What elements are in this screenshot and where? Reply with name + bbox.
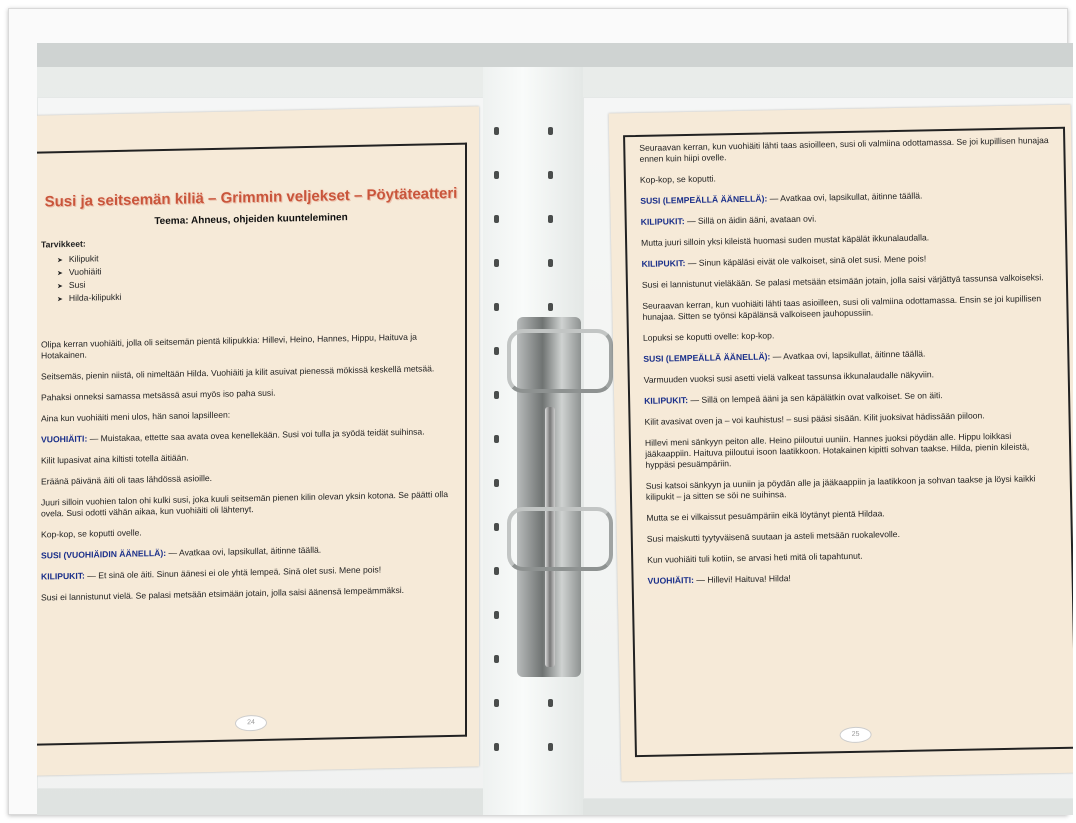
paragraph-text: — Sillä on äidin ääni, avataan ovi. — [684, 213, 817, 227]
left-page — [37, 106, 479, 775]
story-paragraph — [639, 135, 1051, 165]
paragraph-text: — Avatkaa ovi, lapsikullat, äitinne täällä. — [767, 190, 923, 204]
story-paragraph — [41, 363, 449, 383]
story-paragraph — [643, 325, 1055, 344]
hole-punch-strip — [491, 127, 503, 787]
story-paragraph — [644, 388, 1056, 407]
story-paragraph — [646, 505, 1058, 524]
story-theme: Teema: Ahneus, ohjeiden kuunteleminen — [154, 212, 348, 228]
story-paragraph — [41, 405, 449, 425]
story-paragraph — [41, 447, 449, 467]
paragraph-text: Kop-kop, se koputti ovelle. — [41, 527, 142, 540]
paragraph-text: Varmuuden vuoksi susi asetti vielä valkeat tassunsa ikkunalaudalle näkyviin. — [643, 369, 935, 385]
paragraph-text: — Avatkaa ovi, lapsikullat, äitinne täällä. — [166, 544, 322, 558]
paragraph-text: Susi ei lannistunut vielä. Se palasi metsään etsimään jotain, jolla saisi äänensä lempeämmäksi. — [41, 584, 405, 603]
list-item: ➤ Vuohiäiti — [57, 259, 449, 279]
speaker-label: KILIPUKIT: — [41, 570, 85, 582]
paragraph-text: Kilit lupasivat aina kiltisti totella äitiään. — [41, 452, 189, 466]
paragraph-text: Kilit avasivat oven ja – voi kauhistus! – susi pääsi sisään. Kilit juoksivat hädissään piiloon. — [644, 410, 985, 427]
page-number: 24 — [235, 715, 267, 732]
speaker-label: SUSI (VUOHIÄIDIN ÄÄNELLÄ): — [41, 547, 167, 561]
left-paragraphs — [41, 331, 449, 604]
story-paragraph — [647, 547, 1059, 566]
paragraph-text: Kop-kop, se koputti. — [639, 173, 716, 185]
story-paragraph — [41, 489, 449, 520]
paragraph-text: Susi maiskutti tyytyväisenä suutaan ja asteli metsään ruokalevolle. — [646, 528, 901, 544]
paragraph-text: Seuraavan kerran, kun vuohiäiti lähti taas asioilleen, susi oli valmiina odottamassa. Se joi kupillisen hunajaa ennen kuin hiipi ovelle. — [639, 135, 1049, 164]
paragraph-text: Mutta se ei vilkaissut pesuämpäriin eikä löytänyt pientä Hildaa. — [646, 508, 885, 523]
story-paragraph — [641, 251, 1053, 270]
paragraph-text: Eräänä päivänä äiti oli taas lähdössä asioille. — [41, 472, 213, 487]
story-paragraph — [644, 367, 1056, 386]
story-paragraph — [642, 293, 1054, 323]
speaker-label: SUSI (LEMPEÄLLÄ ÄÄNELLÄ): — [640, 193, 768, 206]
paragraph-text: Seitsemäs, pienin niistä, oli nimeltään Hilda. Vuohiäiti ja kilit asuivat pienessä mökissä keskellä metsää. — [41, 363, 435, 382]
paragraph-text: Aina kun vuohiäiti meni ulos, hän sanoi lapsilleen: — [41, 409, 231, 424]
story-paragraph — [646, 473, 1058, 503]
story-title: Susi ja seitsemän kiliä – Grimmin veljekset – Pöytäteatteri — [44, 184, 458, 211]
paragraph-text: Kun vuohiäiti tuli kotiin, se arvasi heti mitä oli tapahtunut. — [647, 550, 863, 565]
list-item: ➤ Hilda-kilipukki — [57, 285, 449, 305]
story-paragraph — [41, 426, 449, 446]
binder-ring-bottom — [507, 507, 613, 571]
right-page-border — [623, 127, 1073, 757]
speaker-label: KILIPUKIT: — [644, 395, 689, 406]
paragraph-text: Seuraavan kerran, kun vuohiäiti lähti taas asioilleen, susi oli valmiina odottamassa. Ensin se joi kupillisen hunajaa. Sitten se työnsi käpälänsä valkoiseen jauhopussiin. — [642, 293, 1042, 322]
list-item: ➤ Susi — [57, 272, 449, 292]
story-paragraph — [642, 272, 1054, 291]
materials-list — [57, 246, 449, 305]
speaker-label: KILIPUKIT: — [640, 216, 685, 227]
speaker-label: VUOHIÄITI: — [41, 433, 88, 445]
binder-photo — [37, 43, 1073, 815]
paragraph-text: Susi katsoi sänkyyn ja uuniin ja pöydän alle ja jääkaappiin ja laatikkoon ja sohvan taakse ja löysi kaikki kilipukit – ja sitten se söi ne suihinsa. — [645, 473, 1036, 502]
paragraph-text: — Sinun käpäläsi eivät ole valkoiset, sinä olet susi. Mene pois! — [685, 253, 927, 269]
story-paragraph — [41, 542, 449, 562]
story-paragraph — [41, 468, 449, 488]
left-page-text — [37, 231, 465, 604]
paragraph-text: Juuri silloin vuohien talon ohi kulki susi, joka kuuli seitsemän pienen kilin olevan yksin kotona. Se päätti olla ovela. Susi odotti vähän aikaa, kun vuohiäiti oli lähtenyt. — [41, 489, 448, 519]
story-paragraph — [644, 409, 1056, 428]
paragraph-text: Mutta juuri silloin yksi kileistä huomasi suden mustat käpälät ikkunalaudalla. — [641, 232, 930, 248]
paragraph-text: Lopuksi se koputti ovelle: kop-kop. — [642, 330, 775, 343]
right-page-text — [625, 129, 1072, 587]
story-paragraph — [41, 384, 449, 404]
paragraph-text: — Hillevi! Haituva! Hilda! — [693, 573, 791, 585]
right-page — [609, 105, 1073, 782]
story-paragraph — [645, 430, 1058, 471]
paragraph-text: Olipa kerran vuohiäiti, jolla oli seitsemän pientä kilipukkia: Hillevi, Heino, Hannes, Hippu, Haituva ja Hotakainen. — [41, 331, 417, 361]
story-paragraph — [641, 230, 1053, 249]
speaker-label: KILIPUKIT: — [641, 258, 686, 269]
paragraph-text: — Sillä on lempeä ääni ja sen käpälätkin ovat valkoiset. Se on äiti. — [687, 390, 943, 406]
paragraph-text: — Et sinä ole äiti. Sinun äänesi ei ole yhtä lempeä. Sinä olet susi. Mene pois! — [84, 564, 382, 581]
paragraph-text: Susi ei lannistunut vieläkään. Se palasi metsään etsimään jotain, jolla saisi värjättyä tassunsa valkoiseksi. — [641, 272, 1044, 290]
paragraph-text: — Muistakaa, ettette saa avata ovea kenellekään. Susi voi tulla ja syödä teidät suihinsa. — [87, 426, 425, 444]
materials-label: Tarvikkeet: — [41, 238, 86, 250]
story-paragraph — [640, 167, 1052, 186]
speaker-label: VUOHIÄITI: — [647, 574, 695, 586]
story-paragraph — [41, 521, 449, 541]
paragraph-text: Pahaksi onneksi samassa metsässä asui myös iso paha susi. — [41, 387, 276, 403]
story-paragraph — [640, 188, 1052, 207]
list-item: ➤ Kilipukit — [57, 246, 449, 266]
page-number: 25 — [839, 727, 871, 744]
left-page-border — [37, 143, 467, 746]
story-paragraph — [647, 526, 1059, 545]
story-paragraph — [41, 563, 449, 583]
story-paragraph — [641, 209, 1053, 228]
speaker-label: SUSI (LEMPEÄLLÄ ÄÄNELLÄ): — [643, 351, 771, 364]
paragraph-text: Hillevi meni sänkyyn peiton alle. Heino piiloutui uuniin. Hannes juoksi pöydän alle. Hippu loikkasi jääkaappiin. Haituva piiloutui isoon laatikkoon. Hotakainen kipitti sohvan taakse. Hilda, pienin kileistä, hyppäsi pesuämpäriin. — [644, 430, 1030, 470]
paragraph-text: — Avatkaa ovi, lapsikullat, äitinne täällä. — [770, 348, 926, 362]
story-paragraph — [41, 584, 449, 604]
story-paragraph — [643, 346, 1055, 365]
photo-frame — [8, 8, 1068, 815]
binder — [37, 67, 1073, 815]
story-paragraph — [648, 568, 1060, 587]
binder-ring-top — [507, 329, 613, 393]
